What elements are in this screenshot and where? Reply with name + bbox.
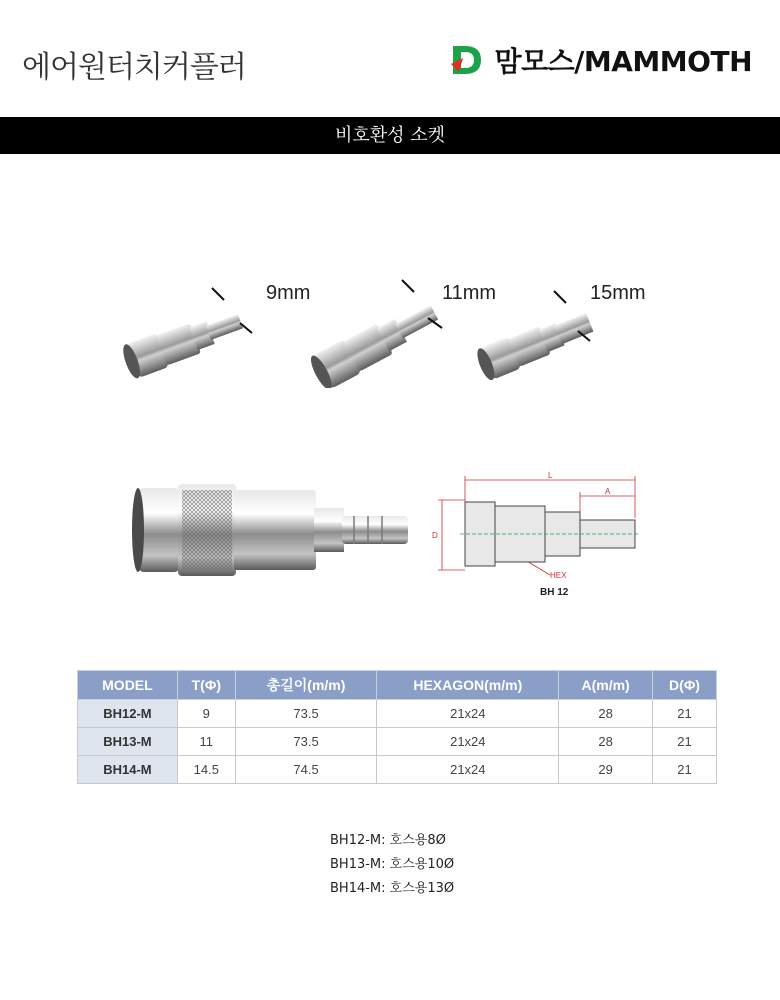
dimension-diagram bbox=[430, 470, 650, 605]
cell-model: BH13-M bbox=[78, 728, 178, 756]
table-row bbox=[78, 728, 717, 756]
cell-total-length: 73.5 bbox=[235, 728, 377, 756]
table-row bbox=[78, 700, 717, 728]
cell-d: 21 bbox=[653, 756, 717, 784]
cell-total-length: 73.5 bbox=[235, 700, 377, 728]
diagram-caption: BH 12 bbox=[540, 587, 569, 598]
header-hexagon: HEXAGON(m/m) bbox=[377, 671, 559, 700]
diagram-label-hex: HEX bbox=[550, 571, 567, 580]
diagram-label-d: D bbox=[432, 531, 438, 540]
cell-model: BH12-M bbox=[78, 700, 178, 728]
cell-t: 11 bbox=[177, 728, 235, 756]
cell-a: 28 bbox=[559, 728, 653, 756]
header-d: D(Φ) bbox=[653, 671, 717, 700]
header-model: MODEL bbox=[78, 671, 178, 700]
diagram-label-a: A bbox=[605, 487, 611, 496]
table-header-row bbox=[78, 671, 717, 700]
note-line: BH14-M: 호스용13Ø bbox=[330, 881, 455, 896]
size-label-9mm: 9mm bbox=[266, 282, 311, 304]
note-line: BH13-M: 호스용10Ø bbox=[330, 857, 455, 872]
header-t: T(Φ) bbox=[177, 671, 235, 700]
cell-model: BH14-M bbox=[78, 756, 178, 784]
cell-hexagon: 21x24 bbox=[377, 756, 559, 784]
hose-notes bbox=[330, 829, 454, 901]
cell-hexagon: 21x24 bbox=[377, 728, 559, 756]
coupler-photo-15mm bbox=[470, 283, 610, 383]
cell-a: 29 bbox=[559, 756, 653, 784]
diagram-label-l: L bbox=[548, 471, 553, 480]
header-a: A(m/m) bbox=[559, 671, 653, 700]
cell-hexagon: 21x24 bbox=[377, 700, 559, 728]
coupler-photo-large bbox=[130, 478, 415, 583]
size-label-15mm: 15mm bbox=[590, 282, 646, 304]
coupler-photo-11mm bbox=[300, 278, 460, 388]
note-line: BH12-M: 호스용8Ø bbox=[330, 833, 446, 848]
brand-name: 맘모스/MAMMOTH bbox=[494, 45, 752, 78]
cell-t: 9 bbox=[177, 700, 235, 728]
cell-total-length: 74.5 bbox=[235, 756, 377, 784]
spec-table bbox=[77, 670, 717, 784]
size-label-11mm: 11mm bbox=[442, 282, 497, 304]
cell-a: 28 bbox=[559, 700, 653, 728]
brand bbox=[449, 40, 752, 80]
section-title: 비호환성 소켓 bbox=[0, 117, 780, 154]
cell-t: 14.5 bbox=[177, 756, 235, 784]
cell-d: 21 bbox=[653, 728, 717, 756]
cell-d: 21 bbox=[653, 700, 717, 728]
header-total-length: 총길이(m/m) bbox=[235, 671, 377, 700]
coupler-photo-9mm bbox=[112, 283, 262, 383]
mammoth-logo-icon bbox=[449, 42, 485, 78]
table-row bbox=[78, 756, 717, 784]
page-title: 에어원터치커플러 bbox=[22, 50, 246, 85]
